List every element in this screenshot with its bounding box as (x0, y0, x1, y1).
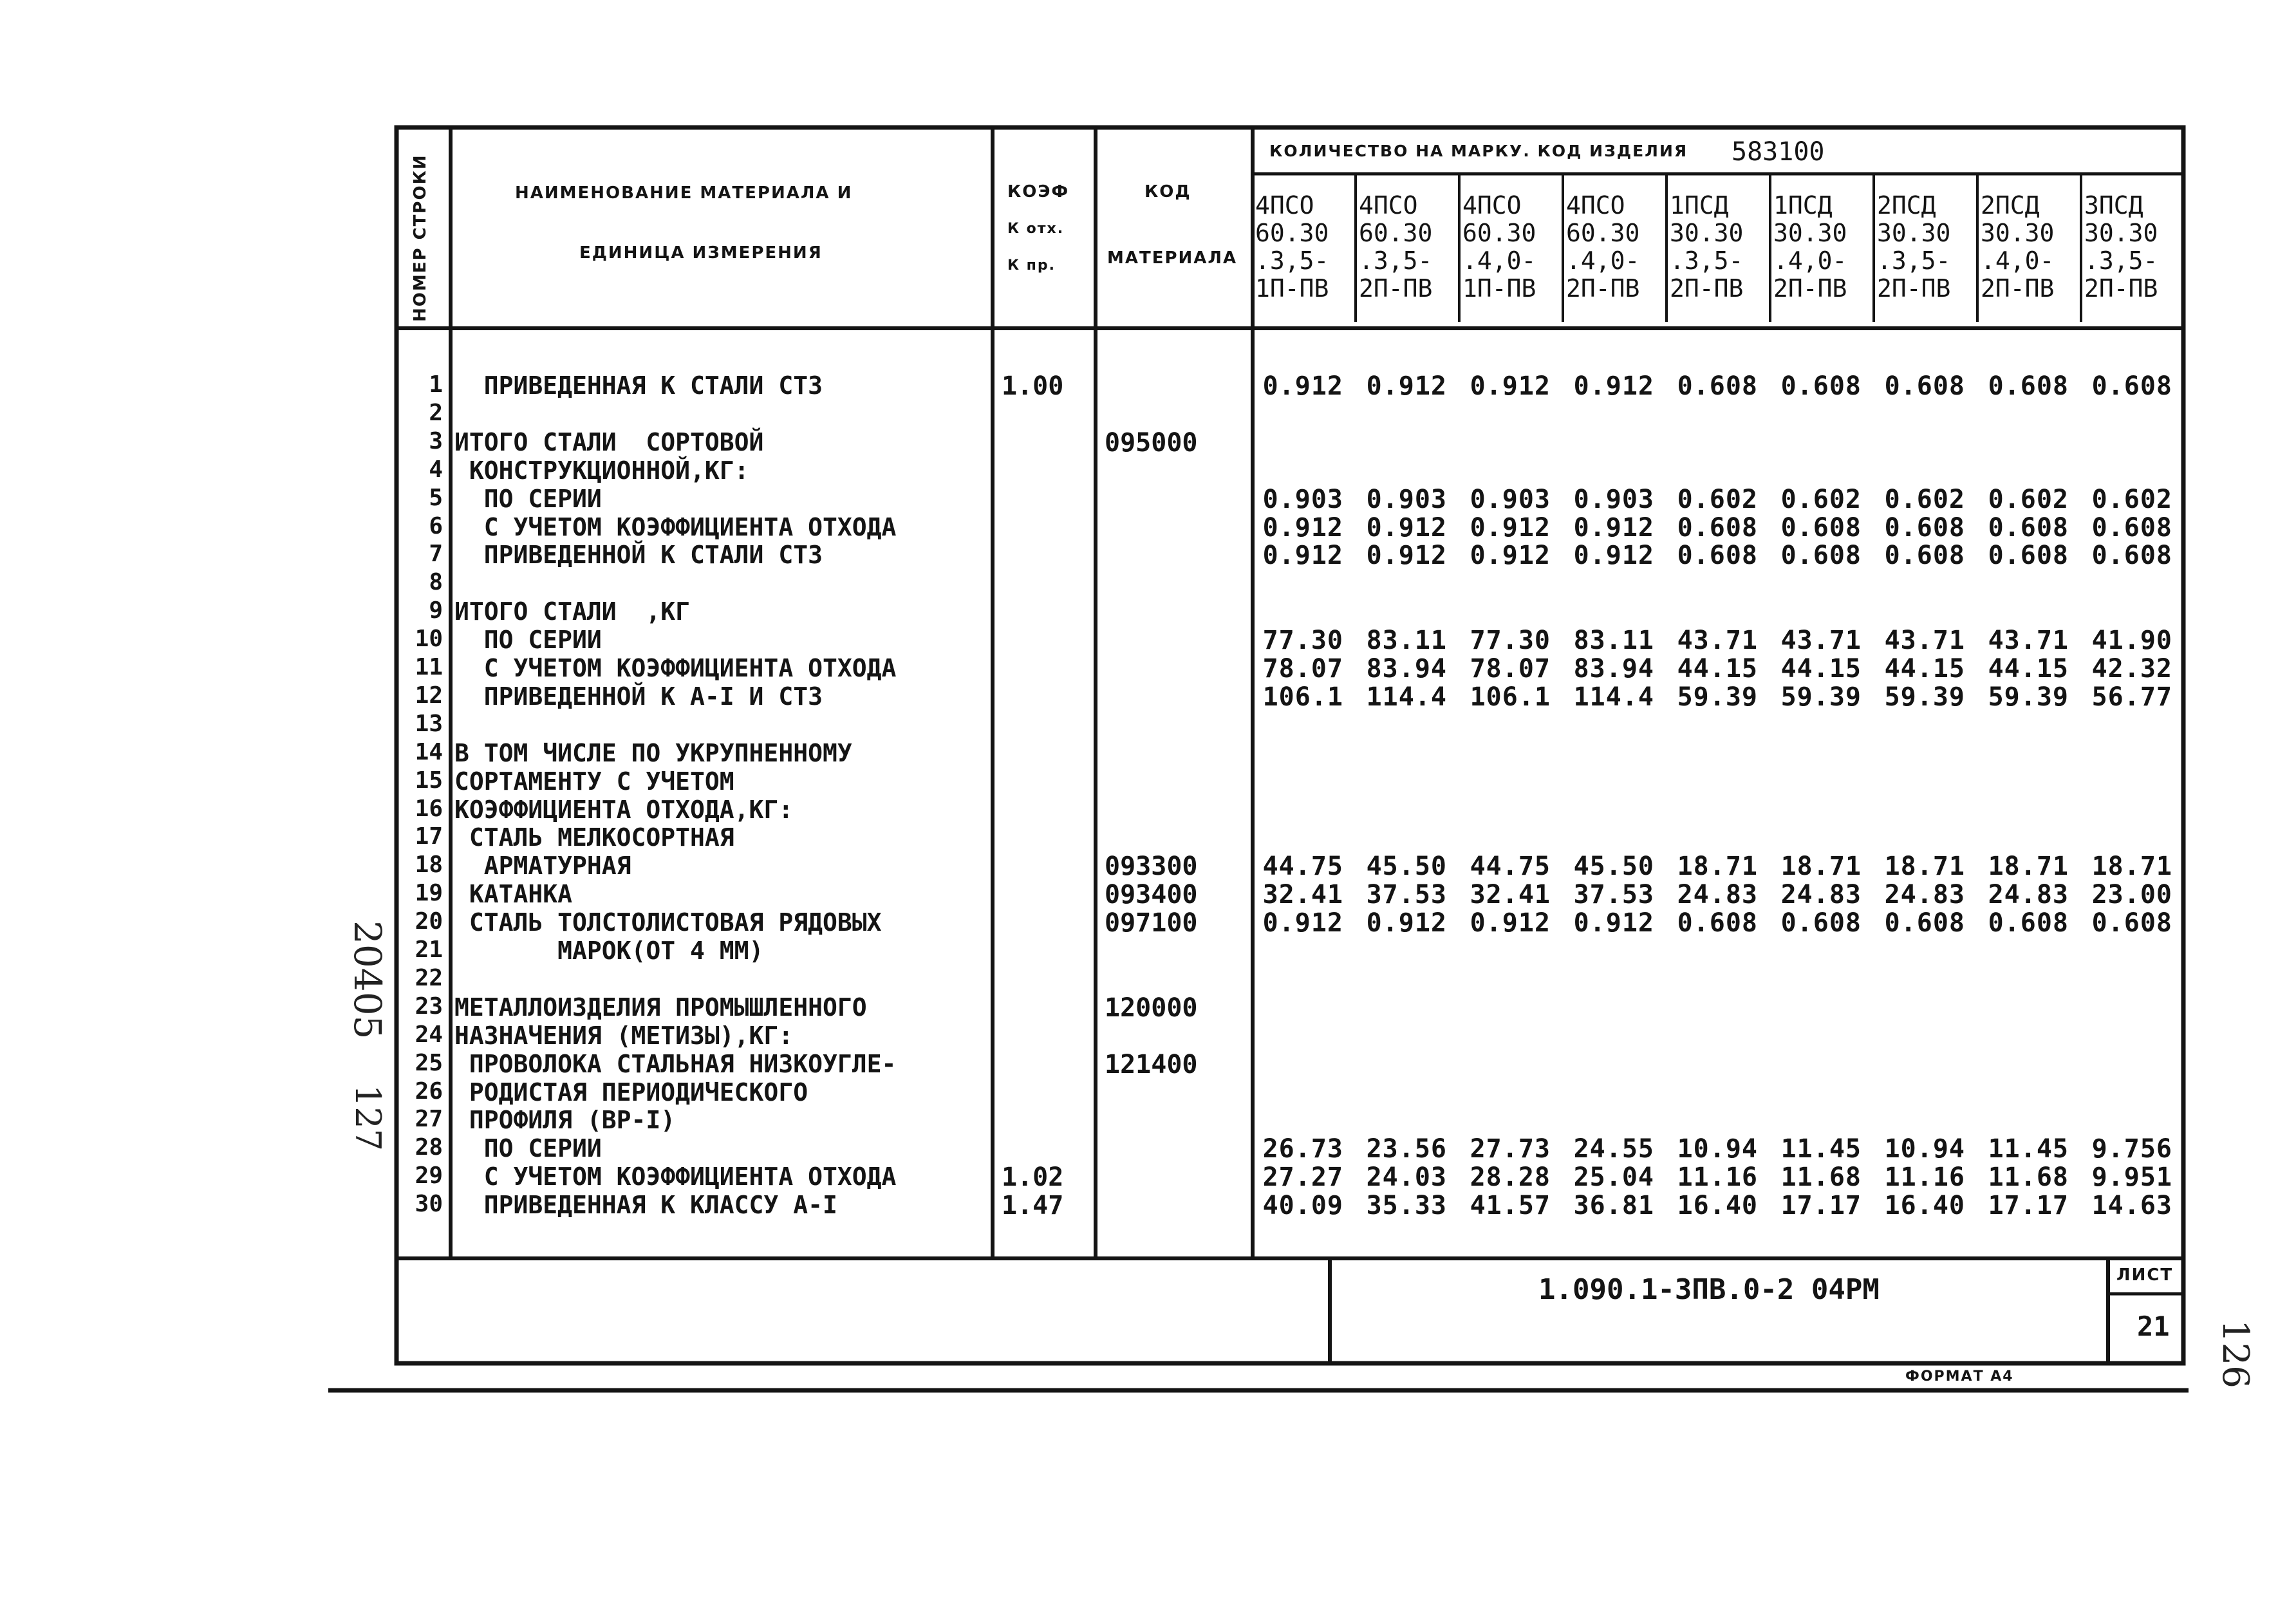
coef-header-line3: К пр. (1007, 257, 1056, 274)
row-number: 12 (415, 682, 443, 709)
material-name-header-line1: НАИМЕНОВАНИЕ МАТЕРИАЛА И (515, 183, 853, 203)
quantity-value: 0.608 (1884, 541, 1965, 570)
quantity-value: 45.50 (1366, 852, 1447, 881)
column-header-2-line2: 60.30 (1359, 219, 1433, 247)
quantity-value: 44.15 (1677, 654, 1758, 684)
quantity-value: 37.53 (1366, 880, 1447, 910)
row-number: 21 (415, 937, 443, 963)
quantity-value: 59.39 (1988, 682, 2069, 712)
quantity-value: 0.608 (1884, 371, 1965, 401)
material-name: СОРТАМЕНТУ С УЧЕТОМ (454, 767, 734, 796)
column-header-2-line1: 4ПСО (1359, 191, 1418, 219)
quantity-value: 18.71 (2091, 852, 2172, 881)
column-header-3-line1: 4ПСО (1462, 191, 1522, 219)
column-header-7-line3: .3,5- (1877, 247, 1951, 275)
row-number: 8 (429, 569, 443, 595)
quantity-value: 0.912 (1573, 513, 1654, 543)
quantity-value: 0.608 (1780, 541, 1862, 570)
material-name: МЕТАЛЛОИЗДЕЛИЯ ПРОМЫШЛЕННОГО (454, 993, 867, 1022)
quantity-value: 0.903 (1573, 485, 1654, 514)
quantity-value: 0.903 (1262, 485, 1343, 514)
column-header-7-line4: 2П-ПВ (1877, 274, 1951, 303)
quantity-value: 77.30 (1470, 626, 1551, 655)
quantity-value: 0.602 (2091, 485, 2172, 514)
column-header-8-line4: 2П-ПВ (1981, 274, 2055, 303)
material-name: ПРОВОЛОКА СТАЛЬНАЯ НИЗКОУГЛЕ- (454, 1050, 897, 1078)
quantity-value: 0.912 (1573, 908, 1654, 938)
quantity-value: 59.39 (1677, 682, 1758, 712)
quantity-value: 11.16 (1677, 1162, 1758, 1192)
quantity-value: 0.912 (1470, 541, 1551, 570)
row-number: 28 (415, 1134, 443, 1161)
material-name: ПРИВЕДЕННАЯ К КЛАССУ А-I (454, 1191, 837, 1219)
quantity-value: 44.15 (1884, 654, 1965, 684)
quantity-value: 18.71 (1884, 852, 1965, 881)
material-code: 120000 (1105, 993, 1198, 1023)
material-code: 121400 (1105, 1050, 1198, 1079)
quantity-value: 41.57 (1470, 1191, 1551, 1220)
quantity-value: 9.756 (2091, 1134, 2172, 1164)
row-number: 15 (415, 767, 443, 794)
row-number: 7 (429, 541, 443, 567)
quantity-value: 24.83 (1884, 880, 1965, 910)
quantity-value: 59.39 (1884, 682, 1965, 712)
row-number: 26 (415, 1078, 443, 1105)
quantity-value: 0.912 (1470, 371, 1551, 401)
quantity-value: 106.1 (1470, 682, 1551, 712)
quantity-value: 32.41 (1470, 880, 1551, 910)
quantity-value: 45.50 (1573, 852, 1654, 881)
row-number: 30 (415, 1191, 443, 1217)
row-number: 1 (429, 371, 443, 398)
row-number: 16 (415, 796, 443, 822)
quantity-value: 42.32 (2091, 654, 2172, 684)
quantity-value: 25.04 (1573, 1162, 1654, 1192)
material-name: АРМАТУРНАЯ (454, 852, 631, 880)
quantity-value: 11.16 (1884, 1162, 1965, 1192)
quantity-value: 11.45 (1780, 1134, 1862, 1164)
document-code: 1.090.1-3ПВ.0-2 04РМ (1538, 1273, 1880, 1306)
quantity-value: 0.602 (1884, 485, 1965, 514)
sheet-label: ЛИСТ (2116, 1265, 2174, 1285)
material-name: ПРИВЕДЕННОЙ К СТАЛИ СТ3 (454, 541, 823, 569)
quantity-value: 0.912 (1470, 908, 1551, 938)
material-name: ИТОГО СТАЛИ ,КГ (454, 597, 691, 626)
row-number: 4 (429, 456, 443, 483)
quantity-value: 37.53 (1573, 880, 1654, 910)
quantity-value: 24.03 (1366, 1162, 1447, 1192)
column-header-3-line4: 1П-ПВ (1462, 274, 1536, 303)
material-name: КОЭФФИЦИЕНТА ОТХОДА,КГ: (454, 796, 794, 824)
quantity-value: 0.912 (1262, 908, 1343, 938)
quantity-value: 0.608 (1988, 371, 2069, 401)
margin-note-right-number: 126 (2214, 1320, 2256, 1388)
column-header-5-line1: 1ПСД (1670, 191, 1729, 219)
column-header-9-line4: 2П-ПВ (2084, 274, 2158, 303)
material-name: СТАЛЬ МЕЛКОСОРТНАЯ (454, 823, 734, 852)
quantity-value: 44.75 (1470, 852, 1551, 881)
quantity-value: 32.41 (1262, 880, 1343, 910)
row-number: 14 (415, 739, 443, 765)
column-header-1-line4: 1П-ПВ (1255, 274, 1329, 303)
row-number-header: НОМЕР СТРОКИ (411, 154, 430, 322)
quantity-value: 0.608 (2091, 908, 2172, 938)
product-code: 583100 (1732, 137, 1825, 167)
quantity-value: 59.39 (1780, 682, 1862, 712)
material-name: С УЧЕТОМ КОЭФФИЦИЕНТА ОТХОДА (454, 654, 897, 682)
column-header-9-line1: 3ПСД (2084, 191, 2143, 219)
quantity-value: 0.912 (1366, 541, 1447, 570)
quantity-value: 56.77 (2091, 682, 2172, 712)
material-name: ПО СЕРИИ (454, 1134, 602, 1162)
quantity-value: 17.17 (1780, 1191, 1862, 1220)
quantity-value: 27.73 (1470, 1134, 1551, 1164)
quantity-value: 0.602 (1677, 485, 1758, 514)
column-header-8-line1: 2ПСД (1981, 191, 2040, 219)
column-header-4-line4: 2П-ПВ (1566, 274, 1640, 303)
row-number: 6 (429, 513, 443, 539)
row-number: 11 (415, 654, 443, 680)
quantity-value: 11.68 (1988, 1162, 2069, 1192)
material-name: ИТОГО СТАЛИ СОРТОВОЙ (454, 428, 764, 456)
quantity-value: 114.4 (1366, 682, 1447, 712)
quantity-value: 14.63 (2091, 1191, 2172, 1220)
quantity-value: 83.11 (1573, 626, 1654, 655)
quantity-value: 11.68 (1780, 1162, 1862, 1192)
quantity-value: 83.94 (1573, 654, 1654, 684)
material-code: 097100 (1105, 908, 1198, 938)
row-number: 2 (429, 400, 443, 426)
quantity-value: 0.912 (1366, 513, 1447, 543)
quantity-value: 0.602 (1988, 485, 2069, 514)
quantity-value: 43.71 (1677, 626, 1758, 655)
quantity-value: 0.608 (1780, 371, 1862, 401)
material-name: СТАЛЬ ТОЛСТОЛИСТОВАЯ РЯДОВЫХ (454, 908, 882, 937)
row-number: 18 (415, 852, 443, 878)
row-number: 9 (429, 597, 443, 624)
column-header-4-line1: 4ПСО (1566, 191, 1625, 219)
quantity-value: 40.09 (1262, 1191, 1343, 1220)
column-header-6-line2: 30.30 (1773, 219, 1847, 247)
quantity-value: 18.71 (1677, 852, 1758, 881)
row-number: 23 (415, 993, 443, 1020)
quantity-value: 27.27 (1262, 1162, 1343, 1192)
quantity-value: 0.608 (1780, 513, 1862, 543)
quantity-value: 26.73 (1262, 1134, 1343, 1164)
row-number: 25 (415, 1050, 443, 1076)
quantity-value: 10.94 (1677, 1134, 1758, 1164)
material-name: НАЗНАЧЕНИЯ (МЕТИЗЫ),КГ: (454, 1022, 794, 1050)
column-header-1-line2: 60.30 (1255, 219, 1329, 247)
quantity-value: 0.912 (1366, 371, 1447, 401)
column-header-7-line1: 2ПСД (1877, 191, 1936, 219)
column-header-9-line2: 30.30 (2084, 219, 2158, 247)
column-header-2-line3: .3,5- (1359, 247, 1433, 275)
quantity-value: 0.608 (2091, 371, 2172, 401)
quantity-value: 44.15 (1780, 654, 1862, 684)
column-header-6-line1: 1ПСД (1773, 191, 1833, 219)
quantity-value: 24.83 (1677, 880, 1758, 910)
quantity-value: 0.608 (1988, 541, 2069, 570)
quantity-value: 0.912 (1573, 541, 1654, 570)
column-header-5-line4: 2П-ПВ (1670, 274, 1744, 303)
sheet-number: 21 (2137, 1311, 2170, 1342)
quantity-value: 24.83 (1988, 880, 2069, 910)
row-number: 29 (415, 1162, 443, 1189)
column-header-6-line4: 2П-ПВ (1773, 274, 1847, 303)
quantity-value: 43.71 (1884, 626, 1965, 655)
quantity-value: 0.608 (1677, 541, 1758, 570)
row-number: 27 (415, 1106, 443, 1132)
quantity-value: 114.4 (1573, 682, 1654, 712)
material-name: С УЧЕТОМ КОЭФФИЦИЕНТА ОТХОДА (454, 513, 897, 541)
row-number: 5 (429, 485, 443, 511)
material-name: ПО СЕРИИ (454, 626, 602, 654)
material-name: РОДИСТАЯ ПЕРИОДИЧЕСКОГО (454, 1078, 808, 1106)
row-number: 3 (429, 428, 443, 454)
quantity-value: 24.83 (1780, 880, 1862, 910)
margin-note-left-sub: 127 (348, 1085, 388, 1152)
column-header-5-line2: 30.30 (1670, 219, 1744, 247)
material-code: 093400 (1105, 880, 1198, 910)
quantity-value: 83.11 (1366, 626, 1447, 655)
material-name: МАРОК(ОТ 4 ММ) (454, 937, 764, 965)
quantity-value: 0.608 (2091, 513, 2172, 543)
quantity-value: 0.608 (1988, 908, 2069, 938)
material-name: В ТОМ ЧИСЛЕ ПО УКРУПНЕННОМУ (454, 739, 852, 767)
quantity-value: 0.608 (1677, 908, 1758, 938)
row-number: 22 (415, 965, 443, 991)
quantity-value: 9.951 (2091, 1162, 2172, 1192)
column-header-4-line3: .4,0- (1566, 247, 1640, 275)
material-name: ПРИВЕДЕННАЯ К СТАЛИ СТ3 (454, 371, 823, 400)
column-header-1-line1: 4ПСО (1255, 191, 1314, 219)
quantity-value: 23.56 (1366, 1134, 1447, 1164)
quantity-value: 17.17 (1988, 1191, 2069, 1220)
material-name-header-line2: ЕДИНИЦА ИЗМЕРЕНИЯ (579, 243, 823, 263)
material-name: ПО СЕРИИ (454, 485, 602, 513)
quantity-value: 18.71 (1988, 852, 2069, 881)
quantity-value: 0.608 (1677, 371, 1758, 401)
quantity-value: 0.912 (1262, 371, 1343, 401)
coefficient: 1.00 (1002, 371, 1064, 401)
quantity-value: 28.28 (1470, 1162, 1551, 1192)
quantity-value: 0.912 (1573, 371, 1654, 401)
column-header-5-line3: .3,5- (1670, 247, 1744, 275)
quantity-value: 43.71 (1780, 626, 1862, 655)
quantity-value: 78.07 (1262, 654, 1343, 684)
quantity-value: 0.608 (1677, 513, 1758, 543)
row-number: 10 (415, 626, 443, 652)
quantity-value: 10.94 (1884, 1134, 1965, 1164)
quantity-value: 0.608 (1884, 513, 1965, 543)
column-header-9-line3: .3,5- (2084, 247, 2158, 275)
quantity-value: 0.903 (1470, 485, 1551, 514)
code-header-line2: МАТЕРИАЛА (1107, 248, 1238, 268)
quantity-value: 44.75 (1262, 852, 1343, 881)
quantity-value: 43.71 (1988, 626, 2069, 655)
material-code: 095000 (1105, 428, 1198, 458)
column-header-8-line2: 30.30 (1981, 219, 2055, 247)
material-name: С УЧЕТОМ КОЭФФИЦИЕНТА ОТХОДА (454, 1162, 897, 1191)
quantity-value: 0.912 (1262, 513, 1343, 543)
quantity-value: 0.608 (2091, 541, 2172, 570)
row-number: 13 (415, 711, 443, 737)
material-code: 093300 (1105, 852, 1198, 881)
coef-header-line2: К отх. (1007, 221, 1065, 237)
margin-note-left-number: 20405 (346, 920, 389, 1040)
column-header-3-line3: .4,0- (1462, 247, 1536, 275)
row-number: 20 (415, 908, 443, 935)
quantity-value: 77.30 (1262, 626, 1343, 655)
coefficient: 1.02 (1002, 1162, 1064, 1192)
quantity-value: 78.07 (1470, 654, 1551, 684)
quantity-value: 0.912 (1262, 541, 1343, 570)
material-name: ПРИВЕДЕННОЙ К А-I И СТ3 (454, 682, 823, 711)
column-header-1-line3: .3,5- (1255, 247, 1329, 275)
material-name: КОНСТРУКЦИОННОЙ,КГ: (454, 456, 749, 485)
column-header-4-line2: 60.30 (1566, 219, 1640, 247)
quantity-value: 41.90 (2091, 626, 2172, 655)
quantity-value: 36.81 (1573, 1191, 1654, 1220)
quantity-value: 83.94 (1366, 654, 1447, 684)
quantity-value: 0.903 (1366, 485, 1447, 514)
row-number: 19 (415, 880, 443, 906)
row-number: 17 (415, 823, 443, 850)
format-label: ФОРМАТ А4 (1905, 1368, 2014, 1385)
material-name: ПРОФИЛЯ (ВР-I) (454, 1106, 676, 1134)
quantity-value: 11.45 (1988, 1134, 2069, 1164)
row-number: 24 (415, 1022, 443, 1048)
quantity-value: 0.608 (1988, 513, 2069, 543)
coefficient: 1.47 (1002, 1191, 1064, 1220)
quantity-value: 0.608 (1884, 908, 1965, 938)
column-header-8-line3: .4,0- (1981, 247, 2055, 275)
code-header-line1: КОД (1144, 182, 1191, 201)
quantity-value: 0.912 (1470, 513, 1551, 543)
quantity-value: 35.33 (1366, 1191, 1447, 1220)
coef-header-line1: КОЭФ (1007, 182, 1070, 201)
quantity-value: 0.602 (1780, 485, 1862, 514)
column-header-6-line3: .4,0- (1773, 247, 1847, 275)
quantity-value: 44.15 (1988, 654, 2069, 684)
column-header-2-line4: 2П-ПВ (1359, 274, 1433, 303)
quantity-value: 24.55 (1573, 1134, 1654, 1164)
column-header-7-line2: 30.30 (1877, 219, 1951, 247)
column-header-3-line2: 60.30 (1462, 219, 1536, 247)
quantity-value: 16.40 (1884, 1191, 1965, 1220)
material-name: КАТАНКА (454, 880, 573, 908)
quantity-value: 0.912 (1366, 908, 1447, 938)
quantity-header: КОЛИЧЕСТВО НА МАРКУ. КОД ИЗДЕЛИЯ (1269, 142, 1688, 160)
quantity-value: 23.00 (2091, 880, 2172, 910)
quantity-value: 18.71 (1780, 852, 1862, 881)
quantity-value: 0.608 (1780, 908, 1862, 938)
quantity-value: 106.1 (1262, 682, 1343, 712)
quantity-value: 16.40 (1677, 1191, 1758, 1220)
